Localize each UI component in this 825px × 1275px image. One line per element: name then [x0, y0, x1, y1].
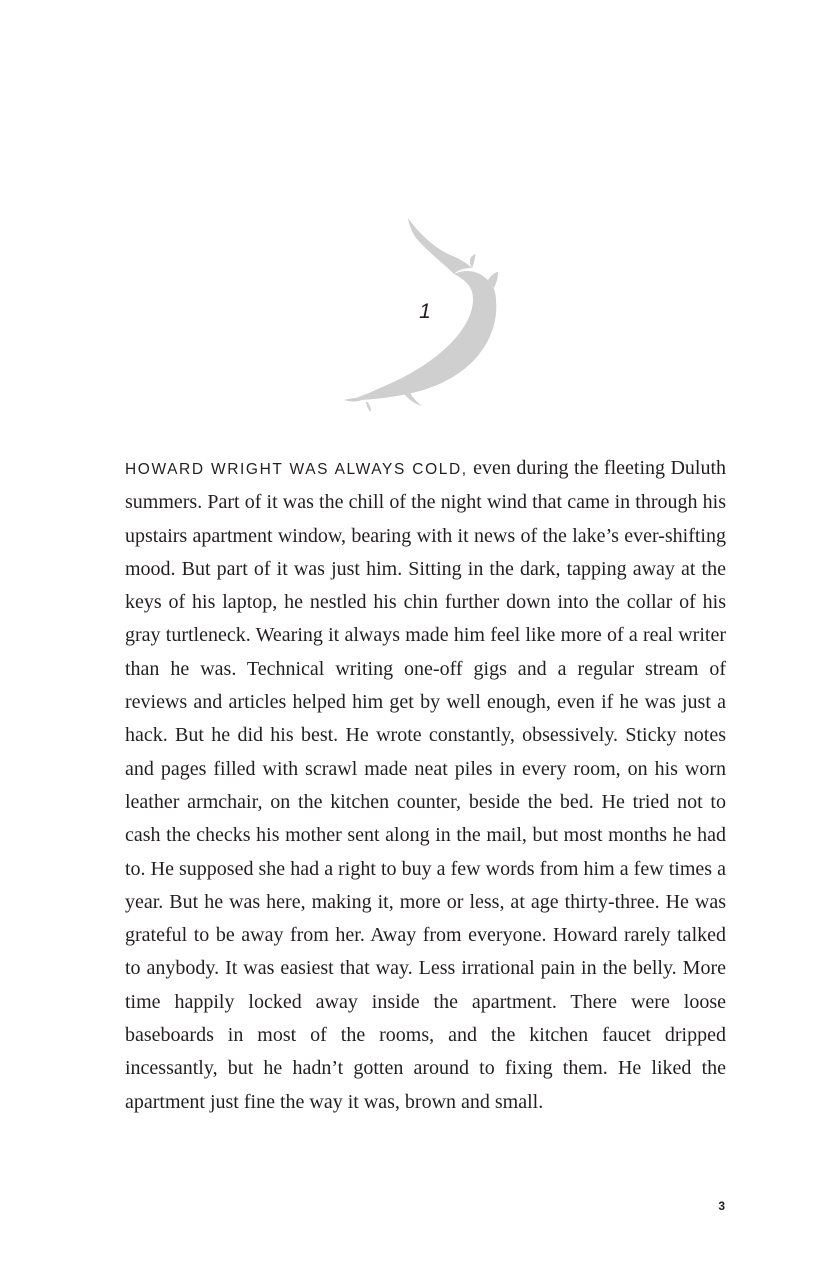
paragraph-text: even during the fleeting Duluth summers. Part of it was the chill of the night wind that came in through his upstairs apartment window, bearing with it news of the lake’s ever-shifting mood. But part of it was just him. Sitting in the dark, tapping away at the keys of his laptop, he nestled his chin further down into the collar of his gray turtleneck. Wearing it always made him feel like more of a real writer than he was. Technical writing one-off gigs and a regular stream of reviews and articles helped him get by well enough, even if he was just a hack. But he did his best. He wrote constantly, obsessively. Sticky notes and pages filled with scrawl made neat piles in every room, on his worn leather armchair, on the kitchen counter, beside the bed. He tried not to cash the checks his mother sent along in the mail, but most months he had to. He supposed she had a right to buy a few words from him a few times a year. But he was here, making it, more or less, at age thirty-three. He was grateful to be away from her. Away from everyone. Howard rarely talked to anybody. It was easiest that way. Less irrational pain in the belly. More time happily locked away inside the apartment. There were loose baseboards in most of the rooms, and the kitchen faucet dripped incessantly, but he hadn’t gotten around to fixing them. He liked the apartment just fine the way it was, brown and small. [125, 457, 727, 1113]
chapter-body-paragraph [125, 452, 726, 1119]
page-number: 3 [718, 1199, 725, 1213]
lead-in-small-caps: HOWARD WRIGHT WAS ALWAYS COLD, [125, 461, 468, 478]
chapter-number: 1 [419, 300, 431, 323]
